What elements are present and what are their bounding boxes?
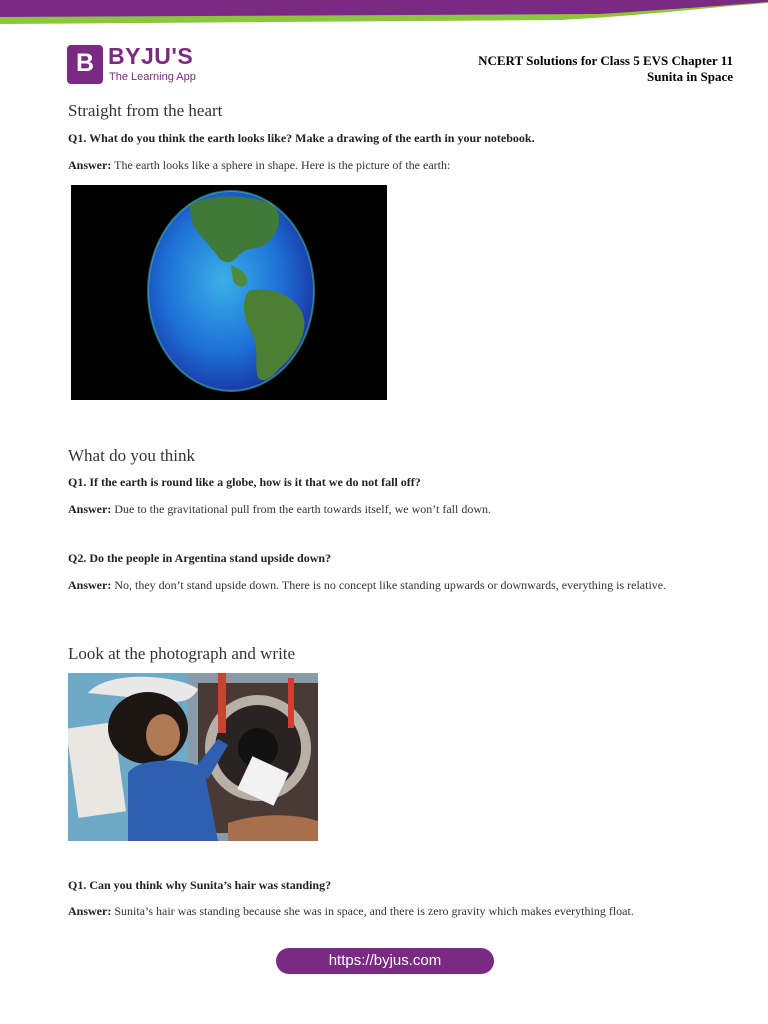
answer-text: Due to the gravitational pull from the earth towards itself, we won’t fall down. — [111, 502, 492, 516]
sunita-photo — [68, 673, 318, 841]
footer-url-link[interactable]: https://byjus.com — [276, 948, 494, 974]
answer-text: No, they don’t stand upside down. There is no concept like standing upwards or downwards, everything is relative. — [111, 578, 667, 592]
question: Q1. Can you think why Sunita’s hair was standing? — [68, 878, 332, 892]
logo-letter: B — [75, 49, 95, 77]
answer — [68, 501, 708, 517]
question: Q1. What do you think the earth looks like? Make a drawing of the earth in your notebook. — [68, 131, 535, 145]
header-subtitle: Sunita in Space — [647, 69, 733, 84]
answer-text: The earth looks like a sphere in shape. Here is the picture of the earth: — [111, 158, 451, 172]
answer-label: Answer: — [68, 578, 112, 592]
answer-label: Answer: — [68, 904, 112, 918]
answer — [68, 903, 708, 919]
top-decorative-band — [0, 0, 768, 28]
answer-label: Answer: — [68, 502, 112, 516]
question: Q2. Do the people in Argentina stand upside down? — [68, 551, 332, 565]
header-title: NCERT Solutions for Class 5 EVS Chapter 11 — [478, 53, 733, 68]
answer-text: Sunita’s hair was standing because she was in space, and there is zero gravity which makes everything float. — [111, 904, 634, 918]
document-header — [478, 53, 733, 85]
section-title: Straight from the heart — [68, 101, 223, 120]
answer-label: Answer: — [68, 158, 112, 172]
section-title: What do you think — [68, 446, 196, 465]
answer — [68, 577, 708, 593]
earth-image — [71, 185, 387, 400]
logo-wordmark: BYJU'S — [108, 43, 194, 69]
logo-mark — [67, 45, 103, 84]
answer — [68, 157, 708, 173]
section-title: Look at the photograph and write — [68, 644, 296, 663]
question: Q1. If the earth is round like a globe, how is it that we do not fall off? — [68, 475, 421, 489]
logo-tagline: The Learning App — [109, 71, 196, 83]
byjus-logo — [67, 45, 217, 85]
